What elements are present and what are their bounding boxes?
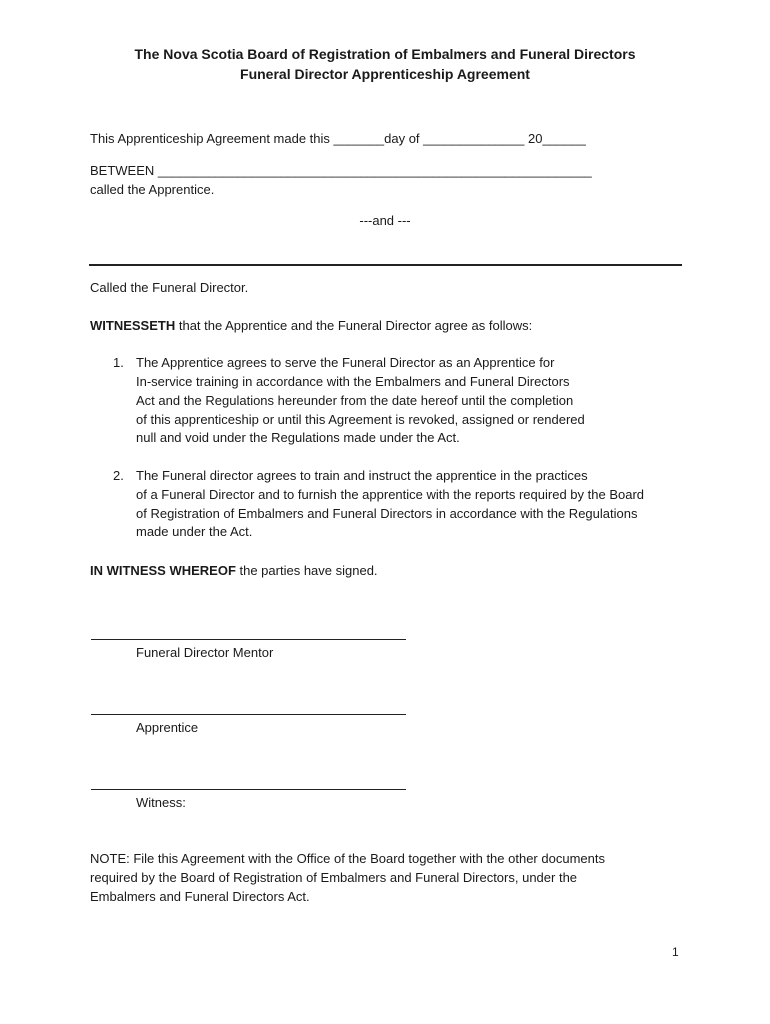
witnesseth-paragraph	[90, 318, 532, 333]
note-line: NOTE: File this Agreement with the Office of the Board together with the other documents	[90, 851, 605, 866]
agreement-date-line: This Apprenticeship Agreement made this _______day of ______________ 20______	[90, 131, 586, 146]
signature-line-witness	[91, 789, 406, 790]
apprentice-called-line: called the Apprentice.	[90, 182, 215, 197]
clause-line: of this apprenticeship or until this Agreement is revoked, assigned or rendered	[136, 412, 585, 427]
clause-line: In-service training in accordance with the Embalmers and Funeral Directors	[136, 374, 570, 389]
witnesseth-bold: WITNESSETH	[90, 318, 176, 333]
document-title: The Nova Scotia Board of Registration of Embalmers and Funeral Directors	[134, 46, 636, 62]
witness-whereof-bold: IN WITNESS WHEREOF	[90, 563, 236, 578]
clause-number: 1.	[113, 355, 124, 370]
clause-line: The Apprentice agrees to serve the Funeral Director as an Apprentice for	[136, 355, 555, 370]
clause-line: of a Funeral Director and to furnish the apprentice with the reports required by the Board	[136, 487, 645, 502]
signature-label-funeral-director: Funeral Director Mentor	[136, 645, 274, 660]
funeral-director-name-line	[89, 264, 682, 266]
signature-label-apprentice: Apprentice	[136, 720, 199, 735]
document-subtitle: Funeral Director Apprenticeship Agreement	[240, 66, 530, 82]
between-line: BETWEEN ____________________________________________________________	[90, 163, 592, 178]
clause-number: 2.	[113, 468, 124, 483]
signature-line-funeral-director	[91, 639, 406, 640]
page-number: 1	[672, 945, 679, 959]
witnesseth-text: that the Apprentice and the Funeral Director agree as follows:	[175, 318, 533, 333]
note-line: required by the Board of Registration of Embalmers and Funeral Directors, under the	[90, 870, 578, 885]
signature-line-apprentice	[91, 714, 406, 715]
clause-line: Act and the Regulations hereunder from the date hereof until the completion	[136, 393, 574, 408]
funeral-director-called-line: Called the Funeral Director.	[90, 280, 249, 295]
witness-whereof-paragraph	[90, 563, 378, 578]
clause-line: made under the Act.	[136, 524, 253, 539]
witness-whereof-text: the parties have signed.	[235, 563, 378, 578]
signature-label-witness: Witness:	[136, 795, 186, 810]
and-separator: ---and ---	[359, 213, 411, 228]
clause-line: of Registration of Embalmers and Funeral Directors in accordance with the Regulations	[136, 506, 638, 521]
note-line: Embalmers and Funeral Directors Act.	[90, 889, 310, 904]
clause-line: The Funeral director agrees to train and instruct the apprentice in the practices	[136, 468, 588, 483]
clause-line: null and void under the Regulations made under the Act.	[136, 430, 460, 445]
